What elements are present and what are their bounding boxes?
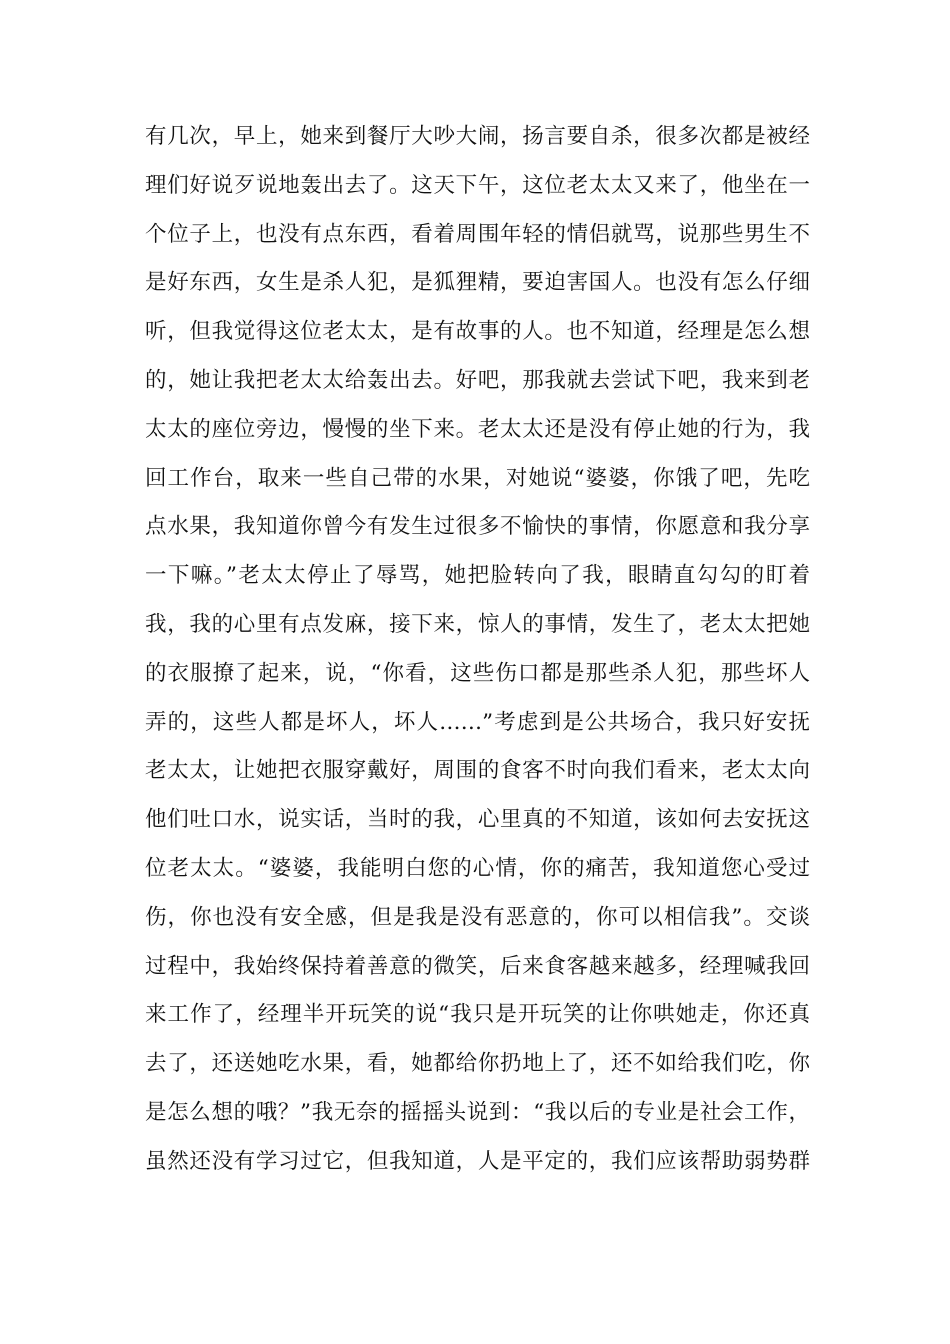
text-line-15: 他们吐口水，说实话，当时的我，心里真的不知道，该如何去安抚这 [145, 807, 810, 833]
text-line-22: 虽然还没有学习过它，但我知道，人是平定的，我们应该帮助弱势群 [145, 1148, 810, 1174]
text-line-10: 一下嘛。”老太太停止了辱骂，她把脸转向了我，眼睛直勾勾的盯着 [145, 563, 810, 589]
text-line-19: 来工作了，经理半开玩笑的说“我只是开玩笑的让你哄她走，你还真 [145, 1002, 810, 1028]
text-line-20: 去了，还送她吃水果，看，她都给你扔地上了，还不如给我们吃，你 [145, 1051, 810, 1077]
text-line-5: 听，但我觉得这位老太太，是有故事的人。也不知道，经理是怎么想 [145, 319, 810, 345]
text-line-1: 有几次，早上，她来到餐厅大吵大闹，扬言要自杀，很多次都是被经 [145, 124, 810, 149]
text-line-16: 位老太太。“婆婆，我能明白您的心情，你的痛苦，我知道您心受过 [145, 855, 810, 881]
text-line-18: 过程中，我始终保持着善意的微笑，后来食客越来越多，经理喊我回 [145, 953, 810, 979]
text-line-17: 伤，你也没有安全感，但是我是没有恶意的，你可以相信我”。交谈 [145, 904, 810, 930]
text-line-3: 个位子上，也没有点东西，看着周围年轻的情侣就骂，说那些男生不 [145, 221, 810, 247]
text-line-9: 点水果，我知道你曾今有发生过很多不愉快的事情，你愿意和我分享 [145, 514, 810, 540]
text-line-2: 理们好说歹说地轰出去了。这天下午，这位老太太又来了，他坐在一 [145, 172, 810, 198]
text-line-14: 老太太，让她把衣服穿戴好，周围的食客不时向我们看来，老太太向 [145, 758, 810, 784]
text-line-6: 的，她让我把老太太给轰出去。好吧，那我就去尝试下吧，我来到老 [145, 367, 810, 393]
body-text [145, 113, 810, 1187]
text-line-8: 回工作台，取来一些自己带的水果，对她说“婆婆，你饿了吧，先吃 [145, 465, 810, 491]
text-line-7: 太太的座位旁边，慢慢的坐下来。老太太还是没有停止她的行为，我 [145, 416, 810, 442]
text-line-12: 的衣服撩了起来，说，“你看，这些伤口都是那些杀人犯，那些坏人 [145, 660, 810, 686]
text-line-11: 我，我的心里有点发麻，接下来，惊人的事情，发生了，老太太把她 [145, 611, 810, 637]
text-line-13: 弄的，这些人都是坏人，坏人……”考虑到是公共场合，我只好安抚 [145, 709, 810, 735]
text-line-4: 是好东西，女生是杀人犯，是狐狸精，要迫害国人。也没有怎么仔细 [145, 270, 810, 296]
text-line-21: 是怎么想的哦？”我无奈的摇摇头说到：“我以后的专业是社会工作， [145, 1099, 810, 1125]
